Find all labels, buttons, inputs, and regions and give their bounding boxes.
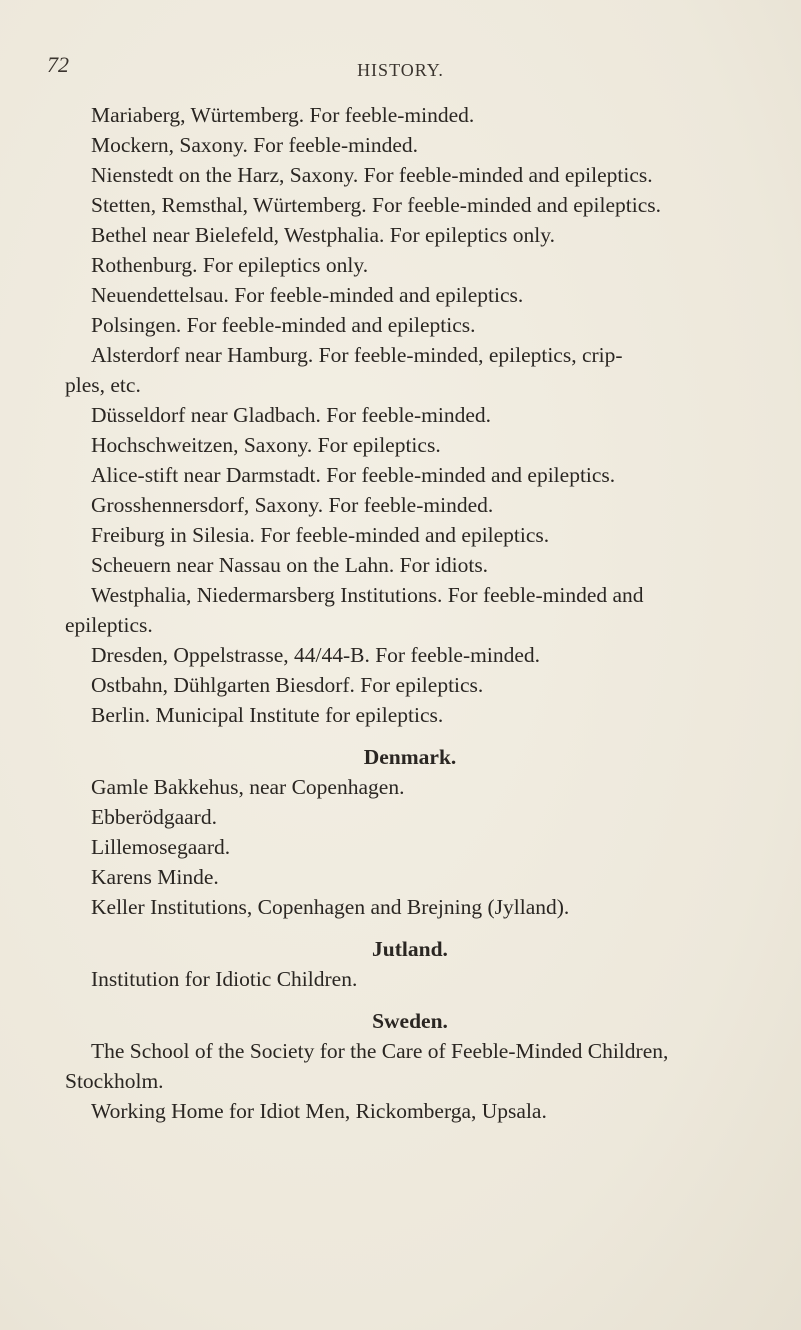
section-gap: [65, 922, 755, 934]
page-number: 72: [47, 52, 69, 77]
institution-list: [65, 100, 755, 1126]
germany-entries: [65, 100, 755, 730]
list-item: Lillemosegaard.: [91, 835, 231, 859]
list-item: Freiburg in Silesia. For feeble-minded and epileptics.: [91, 523, 550, 547]
section-gap: [65, 730, 755, 742]
denmark-section: [65, 742, 755, 922]
list-item: Rothenburg. For epileptics only.: [91, 253, 369, 277]
running-title: HISTORY.: [357, 60, 444, 80]
list-item: Nienstedt on the Harz, Saxony. For feeble-minded and epileptics.: [91, 163, 653, 187]
section-heading-sweden: Sweden.: [372, 1009, 448, 1033]
jutland-section: [65, 934, 755, 994]
list-item: Düsseldorf near Gladbach. For feeble-minded.: [91, 403, 491, 427]
list-item: Keller Institutions, Copenhagen and Brejning (Jylland).: [91, 895, 570, 919]
list-item: Alsterdorf near Hamburg. For feeble-minded, epileptics, crip-: [91, 343, 623, 367]
list-item: Berlin. Municipal Institute for epileptics.: [91, 703, 444, 727]
list-item: Polsingen. For feeble-minded and epileptics.: [91, 313, 476, 337]
list-item: Ostbahn, Dühlgarten Biesdorf. For epileptics.: [91, 673, 484, 697]
sweden-section: [65, 1006, 755, 1126]
list-item: Gamle Bakkehus, near Copenhagen.: [91, 775, 405, 799]
list-item: Working Home for Idiot Men, Rickomberga, Upsala.: [91, 1099, 547, 1123]
list-item: Scheuern near Nassau on the Lahn. For idiots.: [91, 553, 489, 577]
list-item: Karens Minde.: [91, 865, 219, 889]
section-heading-jutland: Jutland.: [372, 937, 448, 961]
section-gap: [65, 994, 755, 1006]
list-item: Mariaberg, Würtemberg. For feeble-minded.: [91, 103, 475, 127]
list-item: Stetten, Remsthal, Würtemberg. For feeble-minded and epileptics.: [91, 193, 662, 217]
list-item-continuation: ples, etc.: [65, 373, 141, 397]
list-item: Neuendettelsau. For feeble-minded and epileptics.: [91, 283, 524, 307]
list-item: Hochschweitzen, Saxony. For epileptics.: [91, 433, 441, 457]
section-heading-denmark: Denmark.: [363, 745, 457, 769]
list-item: Institution for Idiotic Children.: [91, 967, 358, 991]
list-item-continuation: epileptics.: [65, 613, 153, 637]
list-item: Mockern, Saxony. For feeble-minded.: [91, 133, 418, 157]
list-item: The School of the Society for the Care of Feeble-Minded Children,: [91, 1039, 669, 1063]
list-item: Ebberödgaard.: [91, 805, 217, 829]
list-item: Dresden, Oppelstrasse, 44/44-B. For feeble-minded.: [91, 643, 541, 667]
list-item: Bethel near Bielefeld, Westphalia. For epileptics only.: [91, 223, 555, 247]
list-item: Grosshennersdorf, Saxony. For feeble-minded.: [91, 493, 494, 517]
list-item: Westphalia, Niedermarsberg Institutions. For feeble-minded and: [91, 583, 644, 607]
list-item-continuation: Stockholm.: [65, 1069, 164, 1093]
list-item: Alice-stift near Darmstadt. For feeble-minded and epileptics.: [91, 463, 616, 487]
